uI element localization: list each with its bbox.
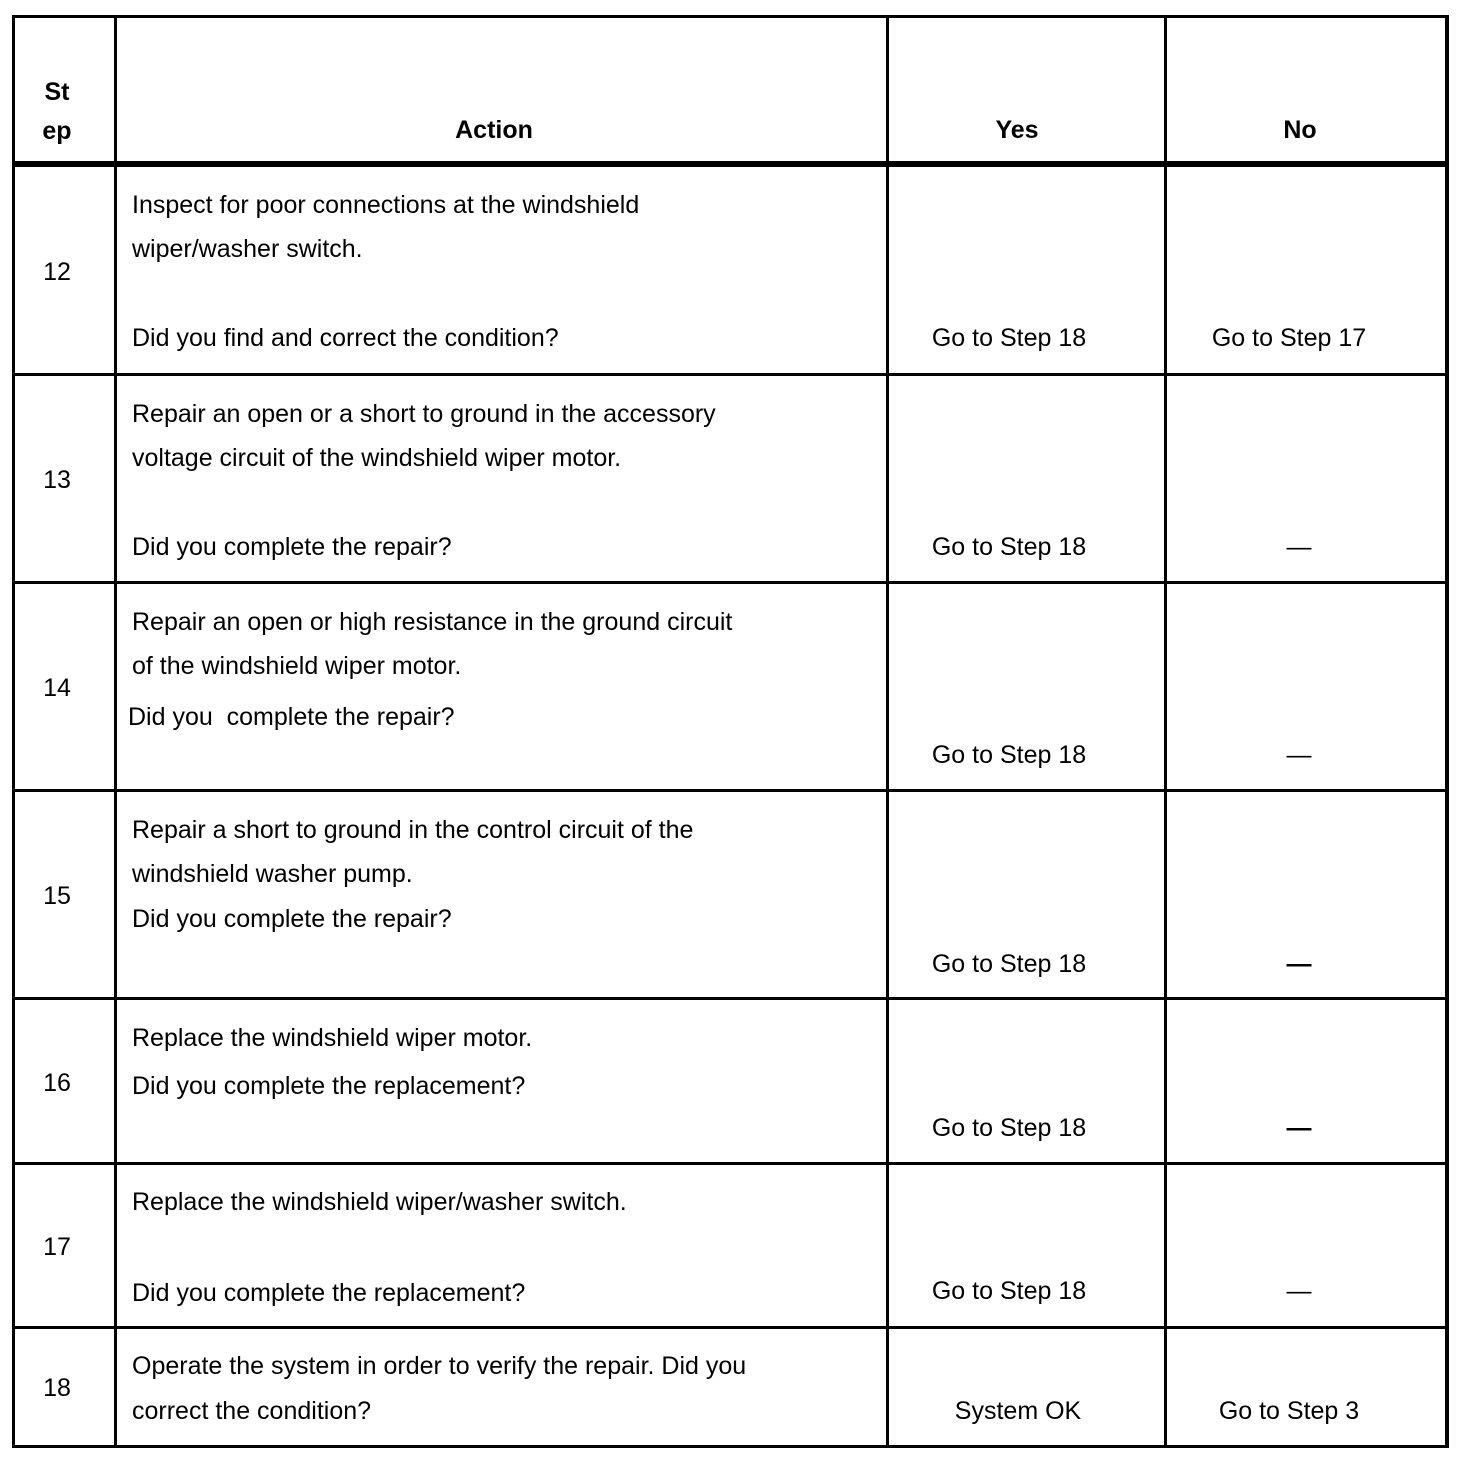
table-right-border (1445, 15, 1449, 1448)
no-result: — (1286, 1277, 1312, 1305)
no-result: — (1286, 950, 1312, 978)
step-number: 18 (43, 1374, 71, 1402)
header-step-line1: St (44, 78, 70, 106)
action-question: Did you complete the replacement? (132, 1072, 526, 1100)
no-result: Go to Step 3 (1218, 1397, 1360, 1425)
action-text: Operate the system in order to verify the repair. Did you (132, 1352, 747, 1380)
yes-result: Go to Step 18 (931, 533, 1087, 561)
action-text: wiper/washer switch. (132, 235, 363, 263)
action-question: Did you complete the repair? (128, 703, 455, 731)
action-text: Repair an open or a short to ground in the accessory (132, 400, 716, 428)
table-bottom-border (12, 1445, 1449, 1448)
action-question: Did you complete the repair? (132, 905, 452, 933)
row-divider (12, 997, 1449, 1000)
step-number: 12 (43, 258, 71, 286)
action-text: Replace the windshield wiper/washer switch. (132, 1188, 627, 1216)
action-text: windshield washer pump. (132, 860, 413, 888)
action-question: Did you find and correct the condition? (132, 324, 559, 352)
action-text: Replace the windshield wiper motor. (132, 1024, 533, 1052)
header-step-line2: ep (42, 117, 72, 145)
column-divider (1164, 15, 1167, 1448)
step-number: 16 (43, 1069, 71, 1097)
header-no: No (1283, 116, 1317, 144)
step-number: 17 (43, 1233, 71, 1261)
header-action: Action (455, 116, 533, 144)
action-question: Did you complete the repair? (132, 533, 452, 561)
table-left-border (12, 15, 15, 1448)
action-question: Did you complete the replacement? (132, 1279, 526, 1307)
header-bottom-border (12, 161, 1449, 167)
yes-result: Go to Step 18 (931, 950, 1087, 978)
yes-result: Go to Step 18 (931, 1114, 1087, 1142)
yes-result: System OK (954, 1397, 1082, 1425)
no-result: — (1286, 533, 1312, 561)
action-text: Repair a short to ground in the control circuit of the (132, 816, 694, 844)
yes-result: Go to Step 18 (931, 741, 1087, 769)
row-divider (12, 581, 1449, 584)
row-divider (12, 1326, 1449, 1329)
table-top-border (12, 15, 1449, 18)
header-yes: Yes (995, 116, 1039, 144)
action-text: voltage circuit of the windshield wiper motor. (132, 444, 622, 472)
column-divider (886, 15, 889, 1448)
step-number: 15 (43, 882, 71, 910)
action-text: of the windshield wiper motor. (132, 652, 462, 680)
no-result: — (1286, 741, 1312, 769)
no-result: — (1286, 1114, 1312, 1142)
no-result: Go to Step 17 (1211, 324, 1367, 352)
action-text: Repair an open or high resistance in the ground circuit (132, 608, 733, 636)
yes-result: Go to Step 18 (931, 1277, 1087, 1305)
step-number: 13 (43, 466, 71, 494)
row-divider (12, 789, 1449, 792)
row-divider (12, 373, 1449, 376)
column-divider (114, 15, 117, 1448)
row-divider (12, 1162, 1449, 1165)
action-text: correct the condition? (132, 1397, 372, 1425)
yes-result: Go to Step 18 (931, 324, 1087, 352)
step-number: 14 (43, 674, 71, 702)
action-text: Inspect for poor connections at the windshield (132, 191, 640, 219)
